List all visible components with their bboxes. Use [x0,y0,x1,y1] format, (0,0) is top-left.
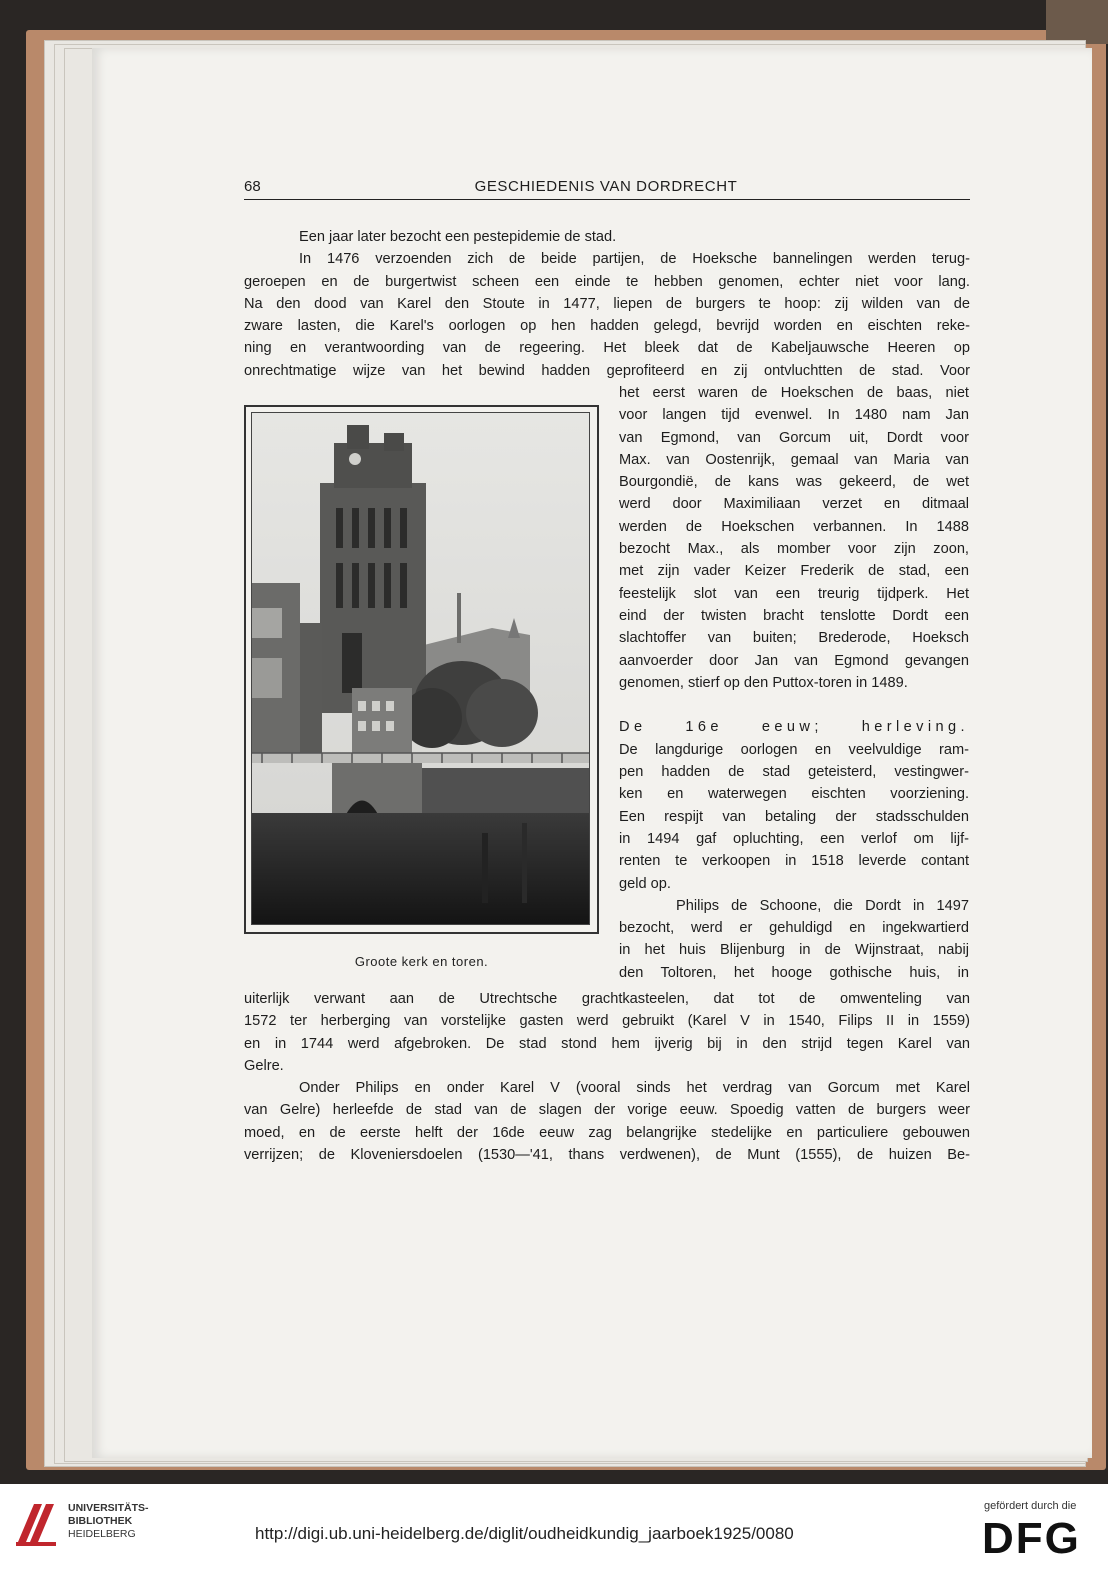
text-block-bottom [244,988,970,1166]
text-line: Een respijt van betaling der stadsschulden [619,808,969,825]
text-line: renten te verkoopen in 1518 leverde contant [619,853,969,870]
text-line: en in 1744 werd afgebroken. De stad stond hem ijverig bij in den strijd tegen Karel van [244,1035,970,1052]
church-tower-photo [251,412,590,925]
text-line: onrechtmatige wijze van het bewind hadden geprofiteerd en zij ontvluchtten de stad. Voor [244,362,970,379]
text-line: werden de Hoekschen verbannen. In 1488 [619,518,969,535]
figure-frame [244,405,599,934]
text-line: Een jaar later bezocht een pestepidemie de stad. [299,229,617,245]
text-line [619,694,969,716]
text-line: voor langen tijd evenwel. In 1480 nam Jan [619,407,969,424]
text-line: bezocht, werd er gehuldigd en ingekwartierd [619,920,969,937]
header-rule [244,199,970,200]
figure-caption: Groote kerk en toren. [354,954,489,969]
text-line: pen hadden de stad geteisterd, vestingwer- [619,764,969,781]
text-line: Onder Philips en onder Karel V (vooral sinds het verdrag van Gorcum met Karel [299,1080,970,1097]
text-line: feestelijk slot van een treurig tijdperk. Het [619,585,969,602]
text-line: zware lasten, die Karel's oorlogen op hen hadden gelegd, bevrijd worden en eischten reke- [244,318,970,335]
text-block-right-column [619,382,969,984]
text-line: ken en waterwegen eischten voorziening. [619,786,969,803]
text-line: De langdurige oorlogen en veelvuldige ram- [619,741,969,758]
text-line: het eerst waren de Hoekschen de baas, niet [619,385,969,401]
text-line: aanvoerder door Jan van Egmond gevangen [619,652,969,669]
text-line: geld op. [619,875,671,892]
text-line: moed, en de eerste helft der 16de eeuw zag belangrijke stedelijke en particuliere gebouwen [244,1124,970,1141]
text-line: geroepen en de burgertwist scheen een einde te hebben genomen, echter niet voor lang. [244,273,970,290]
dfg-logo: DFG [982,1514,1081,1563]
permalink-url[interactable]: http://digi.ub.uni-heidelberg.de/diglit/oudheidkundig_jaarboek1925/0080 [255,1524,794,1543]
text-line: In 1476 verzoenden zich de beide partijen, de Hoeksche bannelingen werden terug- [299,251,970,268]
text-line: Bourgondië, de kans was gekeerd, de wet [619,474,969,491]
page-number: 68 [244,178,261,195]
text-line: van Gelre) herleefde de stad van de slagen der vorige eeuw. Spoedig vatten de burgers weer [244,1102,970,1119]
running-header [244,178,968,198]
text-line: uiterlijk verwant aan de Utrechtsche grachtkasteelen, dat tot de omwenteling van [244,991,970,1007]
running-title: GESCHIEDENIS VAN DORDRECHT [474,178,738,195]
text-line: Na den dood van Karel den Stoute in 1477, liepen de burgers te hoop: zij wilden van de [244,295,970,312]
text-line: in het huis Blijenburg in de Wijnstraat, nabij [619,942,969,959]
text-line: genomen, stierf op den Puttox-toren in 1489. [619,674,908,691]
text-line: 1572 ter herberging van vorstelijke gasten werd gebruikt (Karel V in 1540, Filips II in 1559) [244,1013,970,1030]
text-line: De 16e eeuw; herleving. [619,719,969,736]
text-line: bezocht Max., als momber voor zijn zoon, [619,541,969,558]
text-line: in 1494 gaf opluchting, een verlof om lijf- [619,830,969,847]
text-line: eind der twisten bracht tenslotte Dordt een [619,607,969,624]
text-line: verrijzen; de Kloveniersdoelen (1530—'41, thans verdwenen), de Munt (1555), de huizen Be- [244,1147,970,1164]
text-line: ning en verantwoording van de regeering. Het bleek dat de Kabeljauwsche Heeren op [244,340,970,357]
text-line: van Egmond, van Gorcum uit, Dordt voor [619,429,969,446]
text-line: Max. van Oostenrijk, gemaal van Maria van [619,451,969,468]
text-line: den Toltoren, het hooge gothische huis, in [619,964,969,981]
funding-note: gefördert durch die [984,1500,1077,1512]
text-block-top [244,226,970,382]
text-line: met zijn vader Keizer Frederik de stad, een [619,563,969,580]
university-library-logo-icon [12,1498,60,1548]
library-name-line2: BIBLIOTHEK [68,1515,133,1527]
text-line: slachtoffer van buiten; Brederode, Hoeksch [619,630,969,647]
text-line: Philips de Schoone, die Dordt in 1497 [676,897,969,914]
text-line: werd door Maximiliaan verzet en ditmaal [619,496,969,513]
library-name-line3: HEIDELBERG [68,1528,136,1540]
cover-edge [1046,0,1108,44]
library-name [68,1502,149,1541]
footer-bar [0,1484,1108,1578]
library-name-line1: UNIVERSITÄTS- [68,1502,149,1514]
text-line: Gelre. [244,1057,284,1074]
